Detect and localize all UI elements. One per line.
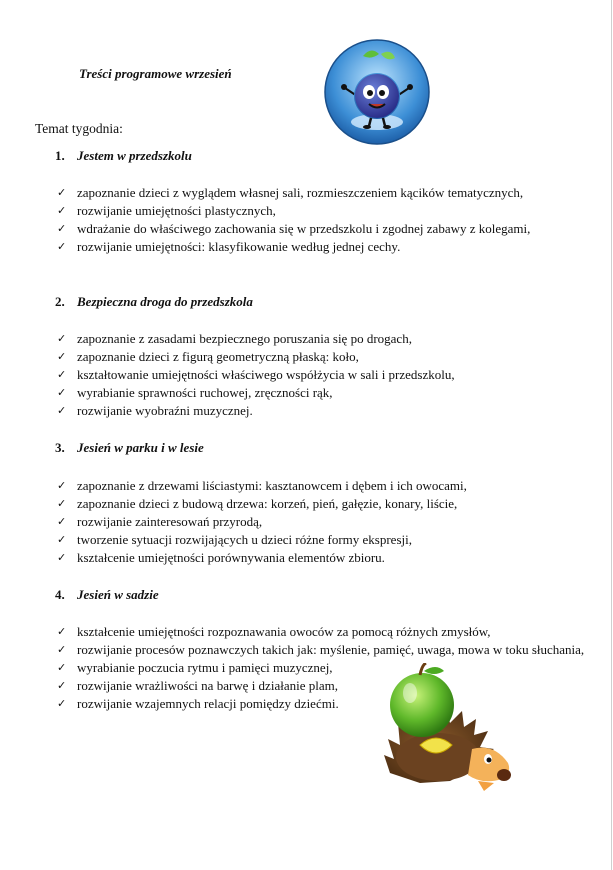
list-item-text: zapoznanie dzieci z wyglądem własnej sali, rozmieszczeniem kącików tematycznych, (77, 185, 524, 200)
list-item-text: kształtowanie umiejętności właściwego współżycia w sali i przedszkolu, (77, 367, 455, 382)
list-item-text: kształcenie umiejętności rozpoznawania owoców za pomocą różnych zmysłów, (77, 624, 491, 639)
list-item (57, 384, 587, 402)
list-item-text: rozwijanie procesów poznawczych takich jak: myślenie, pamięć, uwaga, mowa w toku słuchania, (77, 642, 585, 657)
check-mark-icon: ✓ (57, 368, 67, 381)
list-item-text: wdrażanie do właściwego zachowania się w przedszkolu i zgodnej zabawy z kolegami, (77, 221, 531, 236)
list-item (57, 477, 587, 495)
check-mark-icon: ✓ (57, 661, 67, 674)
list-item-text: zapoznanie dzieci z figurą geometryczną płaską: koło, (77, 349, 359, 364)
list-item (57, 366, 587, 384)
section-number: 1. (55, 148, 65, 163)
check-mark-icon: ✓ (57, 386, 67, 399)
blueberry-mascot-icon (323, 38, 431, 146)
list-item-text: zapoznanie z zasadami bezpiecznego poruszania się po drogach, (77, 331, 412, 346)
check-mark-icon: ✓ (57, 479, 67, 492)
list-item-text: rozwijanie umiejętności plastycznych, (77, 203, 276, 218)
section-heading-3 (55, 440, 204, 456)
list-item (57, 641, 587, 659)
section-number: 2. (55, 294, 65, 309)
page-edge (611, 0, 612, 870)
hedgehog-with-apple-icon (380, 663, 520, 801)
check-mark-icon: ✓ (57, 643, 67, 656)
section-title: Jesień w sadzie (77, 587, 159, 602)
document-title: Treści programowe wrzesień (79, 66, 232, 81)
check-mark-icon: ✓ (57, 222, 67, 235)
section-title: Jesień w parku i w lesie (77, 440, 204, 455)
section-heading-1 (55, 148, 192, 164)
bullet-list-2 (57, 330, 587, 420)
list-item (57, 623, 587, 641)
list-item-text: rozwijanie wyobraźni muzycznej. (77, 403, 253, 418)
check-mark-icon: ✓ (57, 204, 67, 217)
section-heading-2 (55, 294, 253, 310)
list-item (57, 238, 587, 256)
list-item-text: rozwijanie umiejętności: klasyfikowanie według jednej cechy. (77, 239, 401, 254)
check-mark-icon: ✓ (57, 515, 67, 528)
check-mark-icon: ✓ (57, 679, 67, 692)
list-item-text: rozwijanie wzajemnych relacji pomiędzy dziećmi. (77, 696, 339, 711)
bullet-list-1 (57, 184, 587, 256)
list-item-text: tworzenie sytuacji rozwijających u dzieci różne formy ekspresji, (77, 532, 412, 547)
week-topic-label: Temat tygodnia: (35, 121, 123, 136)
check-mark-icon: ✓ (57, 551, 67, 564)
list-item-text: wyrabianie sprawności ruchowej, zręczności rąk, (77, 385, 333, 400)
list-item (57, 220, 587, 238)
check-mark-icon: ✓ (57, 533, 67, 546)
list-item-text: zapoznanie dzieci z budową drzewa: korzeń, pień, gałęzie, konary, liście, (77, 496, 458, 511)
list-item-text: rozwijanie wrażliwości na barwę i działanie plam, (77, 678, 338, 693)
section-number: 4. (55, 587, 65, 602)
list-item-text: rozwijanie zainteresowań przyrodą, (77, 514, 263, 529)
section-title: Bezpieczna droga do przedszkola (77, 294, 253, 309)
list-item (57, 495, 587, 513)
section-heading-4 (55, 587, 159, 603)
check-mark-icon: ✓ (57, 332, 67, 345)
list-item-text: wyrabianie poczucia rytmu i pamięci muzycznej, (77, 660, 333, 675)
check-mark-icon: ✓ (57, 497, 67, 510)
list-item (57, 513, 587, 531)
check-mark-icon: ✓ (57, 350, 67, 363)
check-mark-icon: ✓ (57, 625, 67, 638)
list-item (57, 348, 587, 366)
check-mark-icon: ✓ (57, 186, 67, 199)
list-item-text: kształcenie umiejętności porównywania elementów zbioru. (77, 550, 385, 565)
list-item (57, 202, 587, 220)
check-mark-icon: ✓ (57, 404, 67, 417)
check-mark-icon: ✓ (57, 240, 67, 253)
list-item-text: zapoznanie z drzewami liściastymi: kasztanowcem i dębem i ich owocami, (77, 478, 467, 493)
section-number: 3. (55, 440, 65, 455)
list-item (57, 531, 587, 549)
list-item (57, 330, 587, 348)
list-item (57, 184, 587, 202)
list-item (57, 549, 587, 567)
list-item (57, 402, 587, 420)
section-title: Jestem w przedszkolu (77, 148, 192, 163)
bullet-list-3 (57, 477, 587, 567)
check-mark-icon: ✓ (57, 697, 67, 710)
